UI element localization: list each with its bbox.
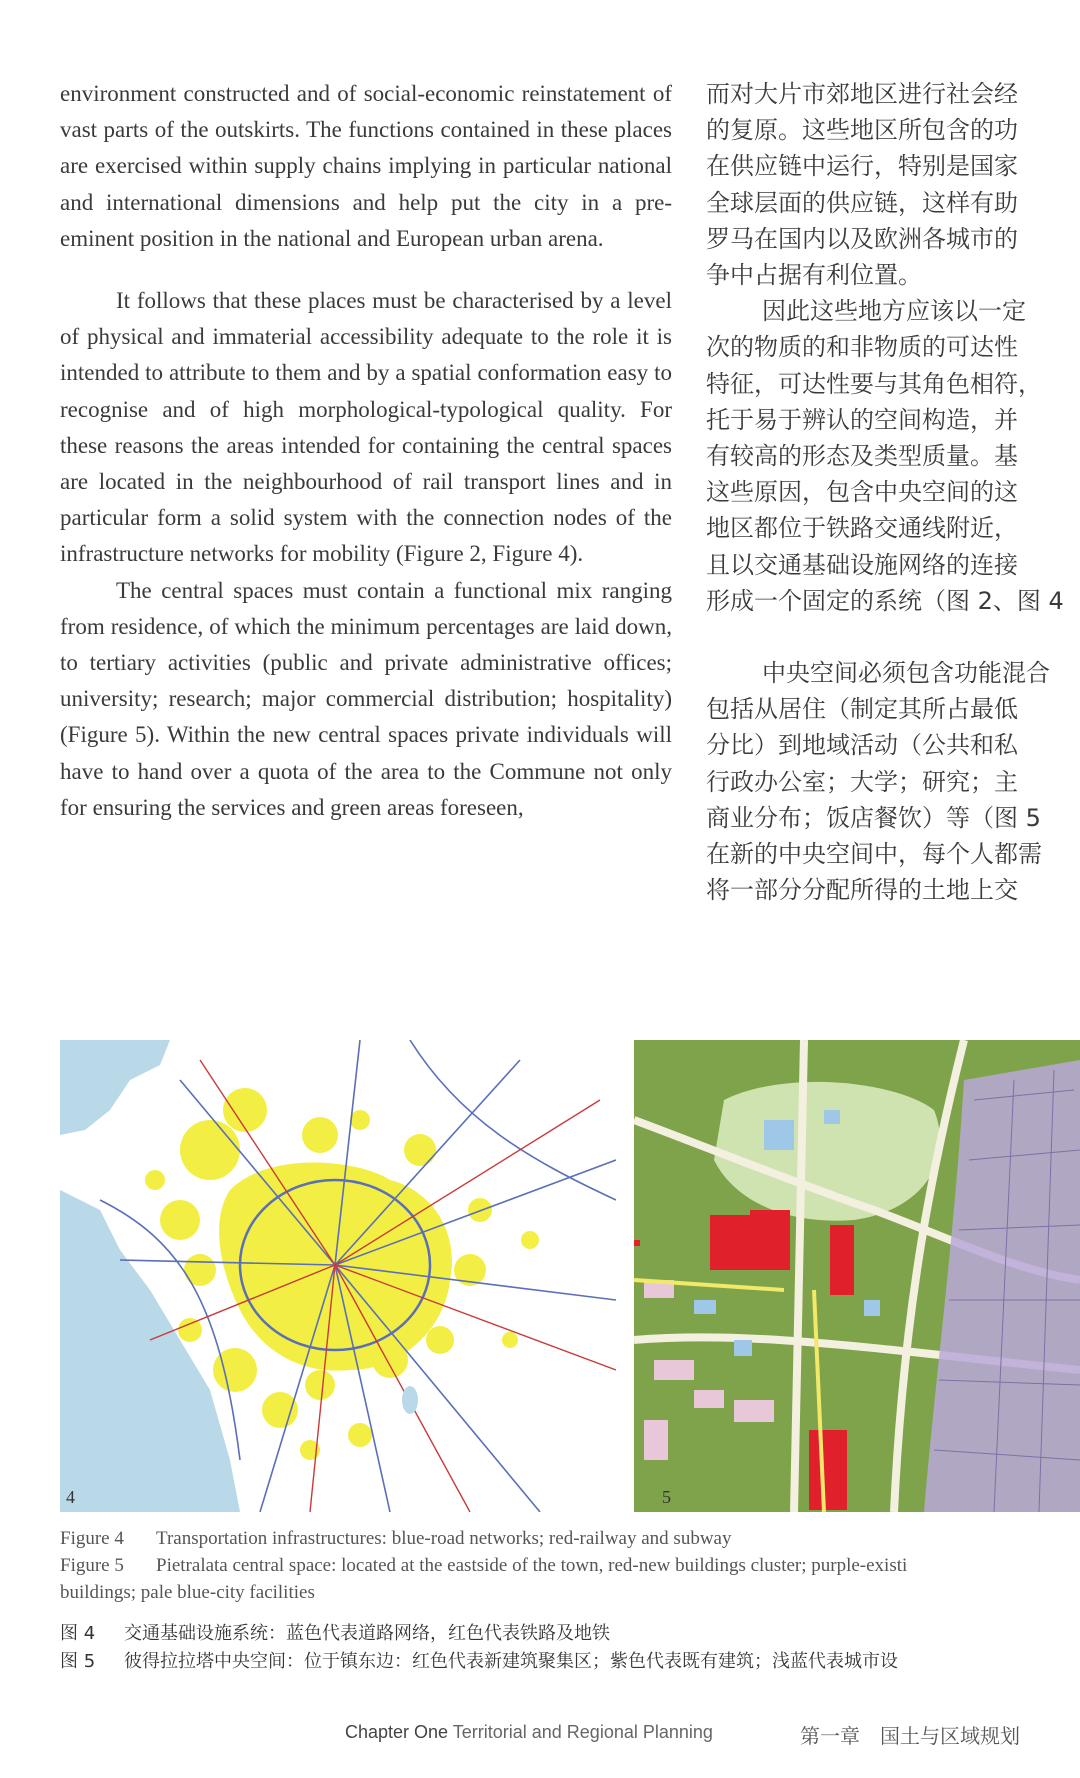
figure-5-plan-map	[634, 1040, 1080, 1512]
cn-line: 托于易于辨认的空间构造，并	[706, 405, 1018, 434]
cn-line: 分比）到地域活动（公共和私	[706, 731, 1018, 760]
cn-line: 的复原。这些地区所包含的功	[706, 116, 1018, 145]
cn-line: 商业分布；饭店餐饮）等（图 5	[706, 803, 1041, 832]
cn-line: 次的物质的和非物质的可达性	[706, 333, 1018, 362]
cn-line: 有较高的形态及类型质量。基	[706, 442, 1018, 471]
english-paragraph-1: environment constructed and of social-economic reinstatement of vast parts of the outskirts. The functions contained in these places are exercised within supply chains implying in particular national and international dimensions and help put the city in a pre-eminent position in the national and European urban arena.	[60, 81, 672, 251]
transport-map-image	[60, 1040, 616, 1512]
caption-figure-5-en-cont	[60, 1580, 315, 1606]
footer-chapter-cn: 第一章 国土与区域规划	[800, 1724, 1020, 1748]
caption-label: Figure 4	[60, 1528, 124, 1549]
figure-4-number: 4	[66, 1487, 75, 1507]
chinese-body-text	[706, 76, 1080, 908]
caption-label: Figure 5	[60, 1555, 124, 1576]
cn-line: 这些原因，包含中央空间的这	[706, 478, 1018, 507]
cn-line: 特征，可达性要与其角色相符，	[706, 369, 1042, 398]
caption-text: buildings; pale blue-city facilities	[60, 1582, 315, 1603]
caption-figure-4-cn	[60, 1620, 610, 1648]
cn-line: 而对大片市郊地区进行社会经	[706, 80, 1018, 108]
caption-label: 图 4	[60, 1623, 96, 1644]
caption-figure-4-en	[60, 1526, 731, 1552]
figure-5-number: 5	[662, 1487, 671, 1507]
plan-map-image	[634, 1040, 1080, 1512]
cn-line: 形成一个固定的系统（图 2、图 4	[706, 586, 1064, 615]
caption-figure-5-cn	[60, 1648, 898, 1676]
caption-figure-5-en	[60, 1553, 907, 1579]
cn-line: 地区都位于铁路交通线附近，	[706, 514, 1018, 543]
caption-text: 交通基础设施系统：蓝色代表道路网络，红色代表铁路及地铁	[124, 1623, 610, 1644]
cn-line: 中央空间必须包含功能混合	[762, 659, 1050, 688]
footer-chapter-en	[345, 1722, 713, 1743]
english-paragraph-2: It follows that these places must be characterised by a level of physical and immaterial accessibility adequate to the role it is intended to attribute to them and by a spatial conformation easy to recognise and of high morphological-typological quality. For these reasons the areas intended for containing the central spaces are located in the neighbourhood of rail transport lines and in particular form a solid system with the connection nodes of the infrastructure networks for mobility (Figure 2, Figure 4).	[60, 288, 672, 567]
cn-line: 将一部分分配所得的土地上交	[706, 876, 1018, 905]
figure-4-transport-map	[60, 1040, 616, 1512]
cn-line: 全球层面的供应链，这样有助	[706, 188, 1018, 217]
cn-line: 在新的中央空间中，每个人都需	[706, 840, 1042, 869]
caption-text: 彼得拉拉塔中央空间：位于镇东边：红色代表新建筑聚集区；紫色代表既有建筑；浅蓝代表城市设	[124, 1651, 898, 1672]
cn-line: 行政办公室；大学；研究；主	[706, 767, 1018, 796]
cn-line: 在供应链中运行，特别是国家	[706, 152, 1018, 181]
footer-chapter-number: Chapter One	[345, 1722, 449, 1742]
cn-line: 因此这些地方应该以一定	[762, 297, 1026, 326]
cn-line: 争中占据有利位置。	[706, 261, 922, 290]
english-body-text	[60, 76, 672, 826]
cn-line: 包括从居住（制定其所占最低	[706, 695, 1018, 724]
cn-line: 罗马在国内以及欧洲各城市的	[706, 224, 1018, 253]
footer-chapter-title: Territorial and Regional Planning	[452, 1722, 713, 1742]
caption-label: 图 5	[60, 1651, 96, 1672]
english-paragraph-3: The central spaces must contain a functional mix ranging from residence, of which the minimum percentages are laid down, to tertiary activities (public and private administrative offices; university; research; major commercial distribution; hospitality) (Figure 5). Within the new central spaces private individuals will have to hand over a quota of the area to the Commune not only for ensuring the services and green areas foreseen,	[60, 577, 672, 820]
cn-line: 且以交通基础设施网络的连接	[706, 550, 1018, 579]
caption-text: Transportation infrastructures: blue-road networks; red-railway and subway	[156, 1528, 732, 1549]
caption-text: Pietralata central space: located at the eastside of the town, red-new buildings cluster; purple-existi	[156, 1555, 908, 1576]
